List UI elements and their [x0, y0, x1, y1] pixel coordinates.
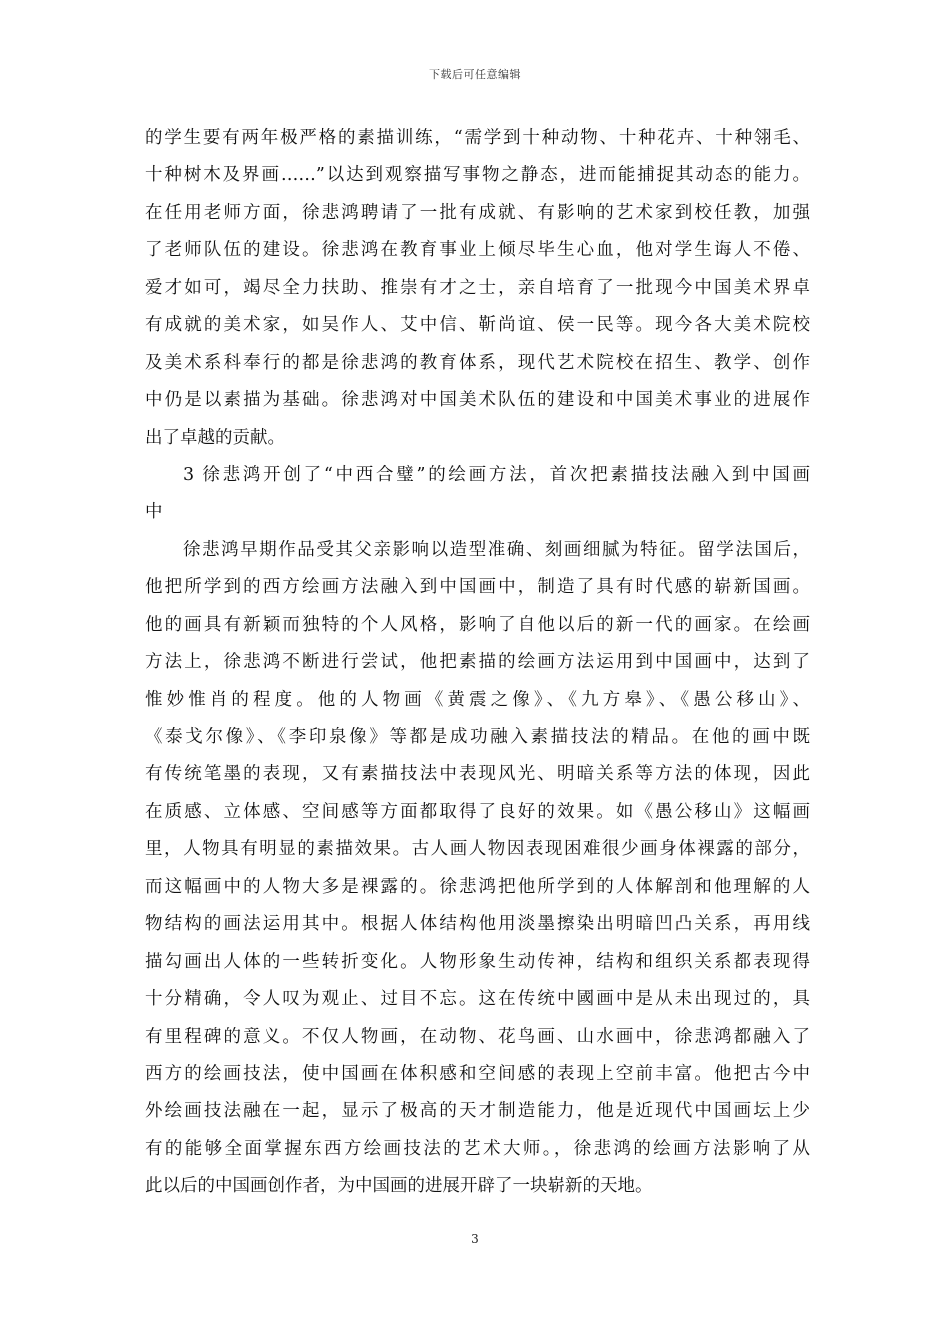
body-line: 惟妙惟肖的程度。他的人物画《黄震之像》、《九方皋》、《愚公移山》、	[145, 689, 810, 710]
body-line: 描勾画出人体的一些转折变化。人物形象生动传神，结构和组织关系都表现得	[145, 951, 810, 972]
body-line: 中仍是以素描为基础。徐悲鸿对中国美术队伍的建设和中国美术事业的进展作	[145, 390, 810, 411]
body-line: 十种树木及界画……”以达到观察描写事物之静态，进而能捕捉其动态的能力。	[145, 165, 810, 186]
page-header: 下载后可任意编辑	[429, 68, 521, 81]
body-line: 爱才如可，竭尽全力扶助、推崇有才之士，亲自培育了一批现今中国美术界卓	[145, 277, 810, 298]
body-line: 外绘画技法融在一起，显示了极高的天才制造能力，他是近现代中国画坛上少	[145, 1101, 810, 1122]
body-line: 里，人物具有明显的素描效果。古人画人物因表现困难很少画身体裸露的部分，	[145, 839, 810, 860]
body-line: 《泰戈尔像》、《李印泉像》等都是成功融入素描技法的精品。在他的画中既	[145, 727, 810, 747]
body-line: 有传统笔墨的表现，又有素描技法中表现风光、明暗关系等方法的体现，因此	[145, 764, 810, 785]
body-line: 及美术系科奉行的都是徐悲鸿的教育体系，现代艺术院校在招生、教学、创作	[145, 352, 810, 373]
heading-line: 3 徐悲鸿开创了“中西合璧”的绘画方法，首次把素描技法融入到中国画	[183, 464, 810, 485]
body-line: 的学生要有两年极严格的素描训练，“需学到十种动物、十种花卉、十种翎毛、	[145, 128, 810, 148]
body-line: 了老师队伍的建设。徐悲鸿在教育事业上倾尽毕生心血，他对学生诲人不倦、	[145, 240, 810, 261]
body-line: 方法上，徐悲鸿不断进行尝试，他把素描的绘画方法运用到中国画中，达到了	[145, 652, 810, 673]
body-line: 徐悲鸿早期作品受其父亲影响以造型准确、刻画细腻为特征。留学法国后，	[183, 539, 810, 560]
document-body	[145, 124, 810, 1210]
body-line: 有的能够全面掌握东西方绘画技法的艺术大师。，徐悲鸿的绘画方法影响了从	[145, 1138, 810, 1159]
section-heading	[145, 461, 810, 526]
body-line: 在质感、立体感、空间感等方面都取得了良好的效果。如《愚公移山》这幅画	[145, 801, 810, 822]
body-line: 十分精确，令人叹为观止、过目不忘。这在传统中國画中是从未出现过的，具	[145, 989, 810, 1010]
paragraph-continuation	[145, 124, 810, 452]
page-number: 3	[471, 1232, 479, 1246]
body-line: 物结构的画法运用其中。根据人体结构他用淡墨擦染出明暗凹凸关系，再用线	[145, 914, 810, 935]
body-line: 出了卓越的贡献。	[145, 427, 285, 448]
body-line: 他的画具有新颖而独特的个人风格，影响了自他以后的新一代的画家。在绘画	[145, 614, 810, 635]
body-line: 有成就的美术家，如吴作人、艾中信、靳尚谊、侯一民等。现今各大美术院校	[145, 315, 810, 336]
body-line: 在任用老师方面，徐悲鸿聘请了一批有成就、有影响的艺术家到校任教，加强	[145, 202, 810, 223]
body-line: 他把所学到的西方绘画方法融入到中国画中，制造了具有时代感的崭新国画。	[145, 577, 810, 598]
paragraph-section-body	[145, 536, 810, 1200]
body-line: 西方的绘画技法，使中国画在体积感和空间感的表现上空前丰富。他把古今中	[145, 1063, 810, 1084]
heading-line: 中	[145, 502, 163, 523]
body-line: 而这幅画中的人物大多是裸露的。徐悲鸿把他所学到的人体解剖和他理解的人	[145, 876, 810, 897]
body-line: 有里程碑的意义。不仅人物画，在动物、花鸟画、山水画中，徐悲鸿都融入了	[145, 1026, 810, 1047]
body-line: 此以后的中国画创作者，为中国画的进展开辟了一块崭新的天地。	[145, 1176, 653, 1197]
